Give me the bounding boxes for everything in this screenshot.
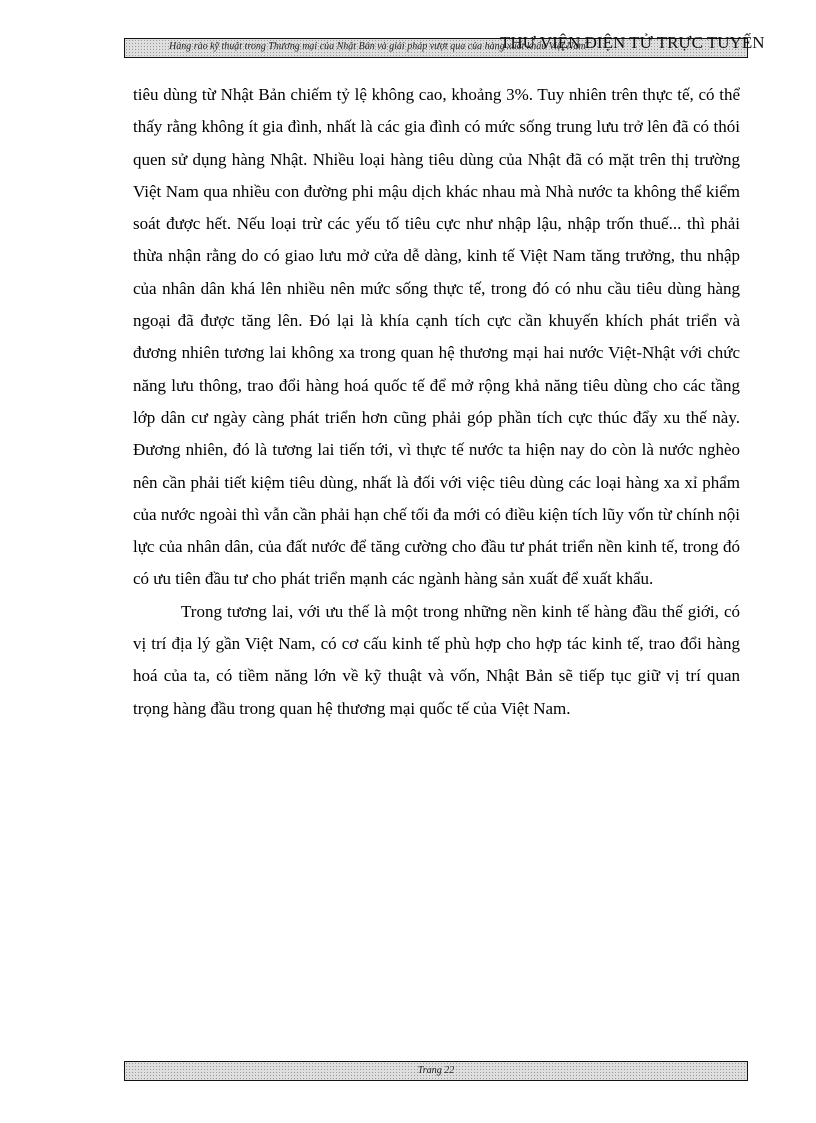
library-watermark: THƯ VIỆN ĐIỆN TỬ TRỰC TUYẾN xyxy=(500,33,765,52)
body-paragraph: Trong tương lai, với ưu thế là một trong những nền kinh tế hàng đầu thế giới, có vị trí địa lý gần Việt Nam, có cơ cấu kinh tế phù hợp cho hợp tác kinh tế, trao đổi hàng hoá của ta, có tiềm năng lớn về kỹ thuật và vốn, Nhật Bản sẽ tiếp tục giữ vị trí quan trọng hàng đầu trong quan hệ thương mại quốc tế của Việt Nam. xyxy=(133,601,740,718)
body-paragraph: tiêu dùng từ Nhật Bản chiếm tỷ lệ không cao, khoảng 3%. Tuy nhiên trên thực tế, có thể thấy rằng không ít gia đình, nhất là các gia đình có mức sống trung lưu trở lên đã có thói quen sử dụng hàng Nhật. Nhiều loại hàng tiêu dùng của Nhật đã có mặt trên thị trường Việt Nam qua nhiều con đường phi mậu dịch khác nhau mà Nhà nước ta không thể kiểm soát được hết. Nếu loại trừ các yếu tố tiêu cực như nhập lậu, nhập trốn thuế... thì phải thừa nhận rằng do có giao lưu mở cửa dễ dàng, kinh tế Việt Nam tăng trưởng, thu nhập của nhân dân khá lên nhiều nên mức sống thực tế, trong đó có nhu cầu tiêu dùng hàng ngoại đã được tăng lên. Đó lại là khía cạnh tích cực cần khuyến khích phát triển và đương nhiên tương lai không xa trong quan hệ thương mại hai nước Việt-Nhật với chức năng lưu thông, trao đổi hàng hoá quốc tế để mở rộng khả năng tiêu dùng cho các tầng lớp dân cư ngày càng phát triển hơn cũng phải góp phần tích cực thúc đẩy xu thế này. Đương nhiên, đó là tương lai tiến tới, vì thực tế nước ta hiện nay do còn là nước nghèo nên cần phải tiết kiệm tiêu dùng, nhất là đối với việc tiêu dùng các loại hàng xa xỉ phẩm của nước ngoài thì vẫn cần phải hạn chế tối đa mới có điều kiện tích lũy vốn từ chính nội lực của nhân dân, của đất nước để tăng cường cho đầu tư phát triển nền kinh tế, trong đó có ưu tiên đầu tư cho phát triển mạnh các ngành hàng sản xuất để xuất khẩu. xyxy=(133,85,740,589)
page-body xyxy=(133,79,740,725)
page-footer-band xyxy=(124,1061,748,1081)
page-number: Trang 22 xyxy=(417,1065,455,1076)
running-header-title: Hàng rào kỹ thuật trong Thương mại của Nhật Bản và giải pháp vượt qua của hàng xuất khẩu Việt Nam xyxy=(169,41,586,52)
